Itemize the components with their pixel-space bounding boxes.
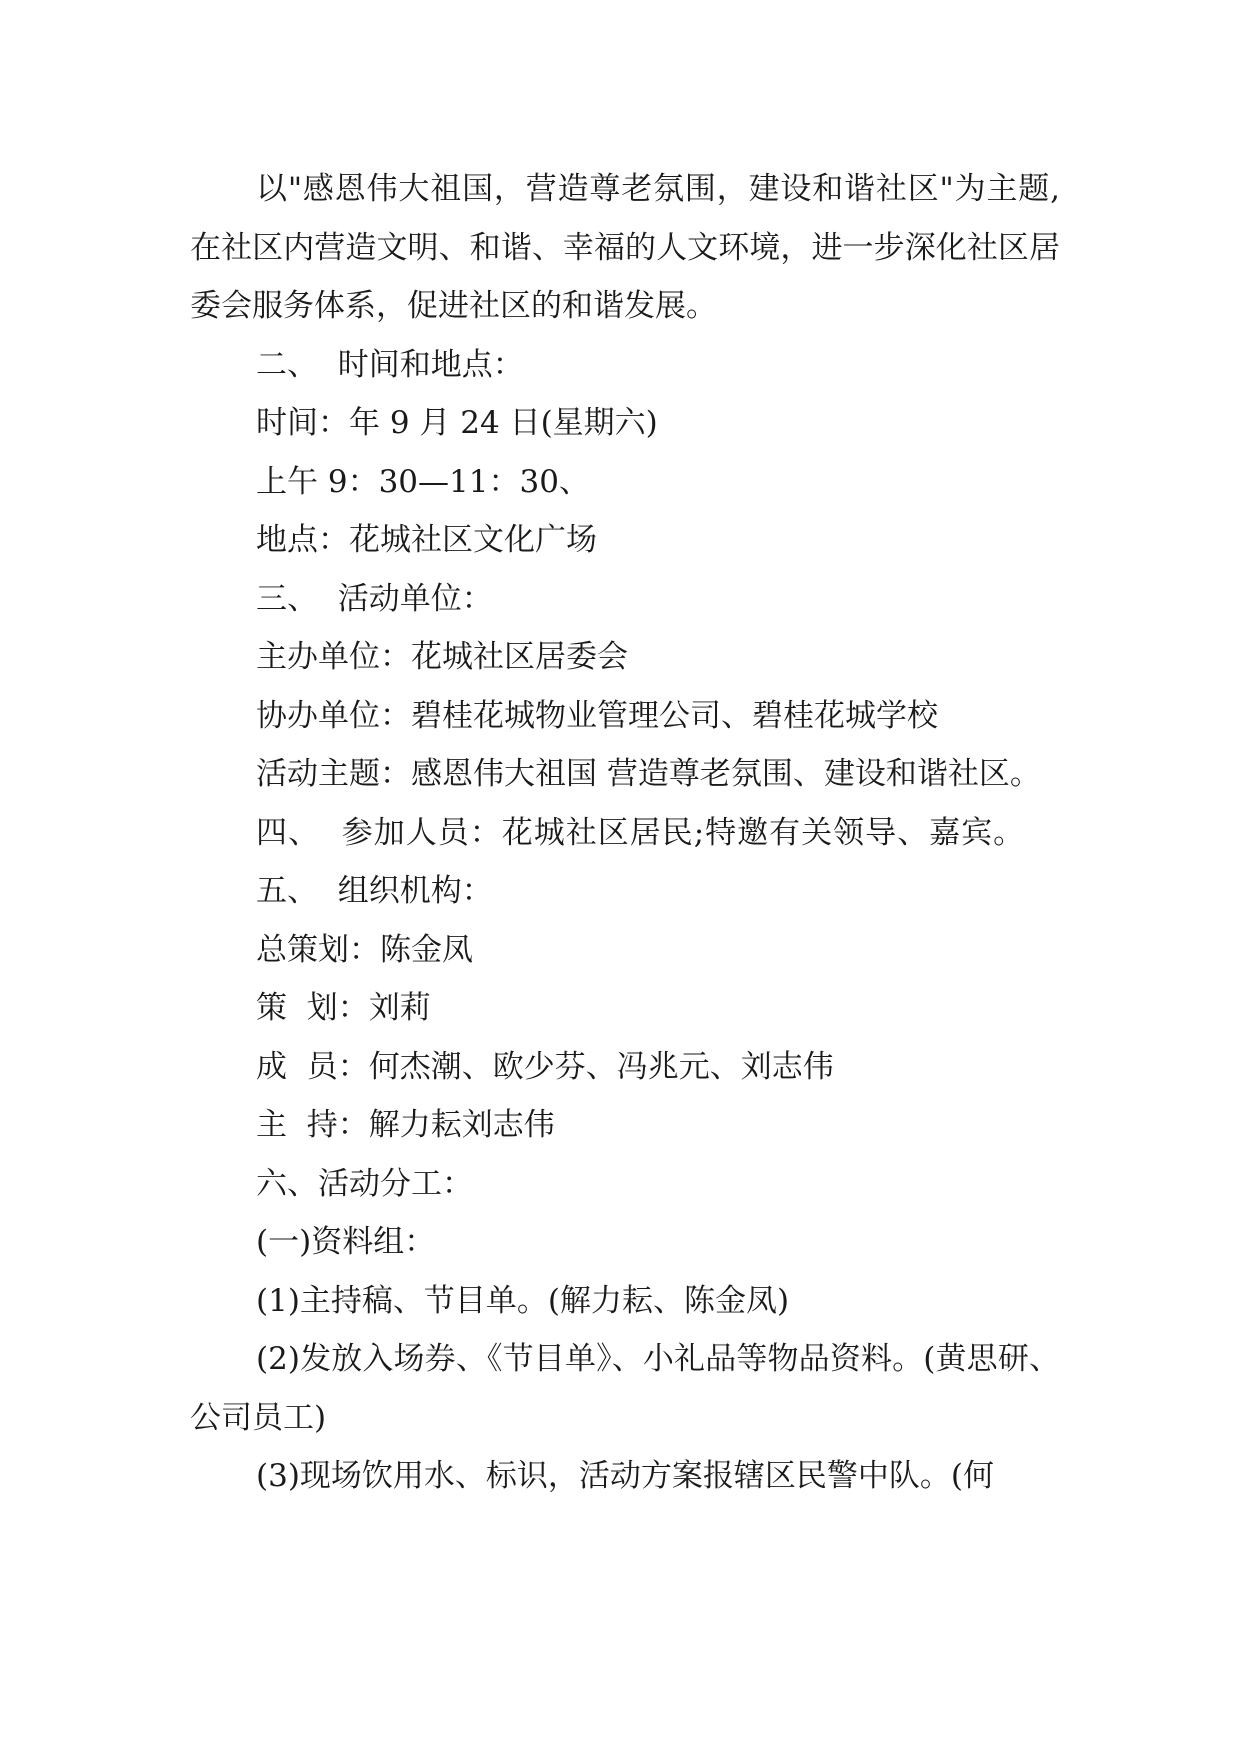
event-theme: 活动主题：感恩伟大祖国 营造尊老氛围、建设和谐社区。 <box>256 756 1041 792</box>
section-heading-organization: 五、 组织机构： <box>256 873 493 909</box>
hosts: 主 持：解力耘刘志伟 <box>256 1107 555 1143</box>
event-time: 上午 9：30—11：30、 <box>256 463 590 500</box>
section-heading-time-location: 二、 时间和地点： <box>256 346 524 383</box>
task-item-1: (1)主持稿、节目单。(解力耘、陈金凤) <box>256 1282 790 1319</box>
theme-paragraph: 以"感恩伟大祖国，营造尊老氛围，建设和谐社区"为主题,在社区内营造文明、和谐、幸福的人文环境，进一步深化社区居委会服务体系，促进社区的和谐发展。 <box>190 171 1060 324</box>
task-item-3: (3)现场饮用水、标识，活动方案报辖区民警中队。(何 <box>256 1458 995 1494</box>
event-location: 地点：花城社区文化广场 <box>256 522 597 558</box>
section-participants: 四、 参加人员：花城社区居民;特邀有关领导、嘉宾。 <box>256 814 1026 851</box>
host-unit: 主办单位：花城社区居委会 <box>256 639 628 675</box>
planner: 策 划：刘莉 <box>256 990 431 1026</box>
event-date: 时间：年 9 月 24 日(星期六) <box>256 405 658 441</box>
document-body <box>190 160 1060 1506</box>
task-item-2: (2)发放入场券、《节目单》、小礼品等物品资料。(黄思研、公司员工) <box>190 1341 1060 1436</box>
members: 成 员：何杰潮、欧少芬、冯兆元、刘志伟 <box>256 1048 834 1085</box>
section-heading-division: 六、活动分工： <box>256 1165 473 1202</box>
section-heading-units: 三、 活动单位： <box>256 580 493 617</box>
chief-planner: 总策划：陈金凤 <box>256 931 473 968</box>
subsection-materials: (一)资料组： <box>256 1224 436 1260</box>
co-host-units: 协办单位：碧桂花城物业管理公司、碧桂花城学校 <box>256 697 938 734</box>
